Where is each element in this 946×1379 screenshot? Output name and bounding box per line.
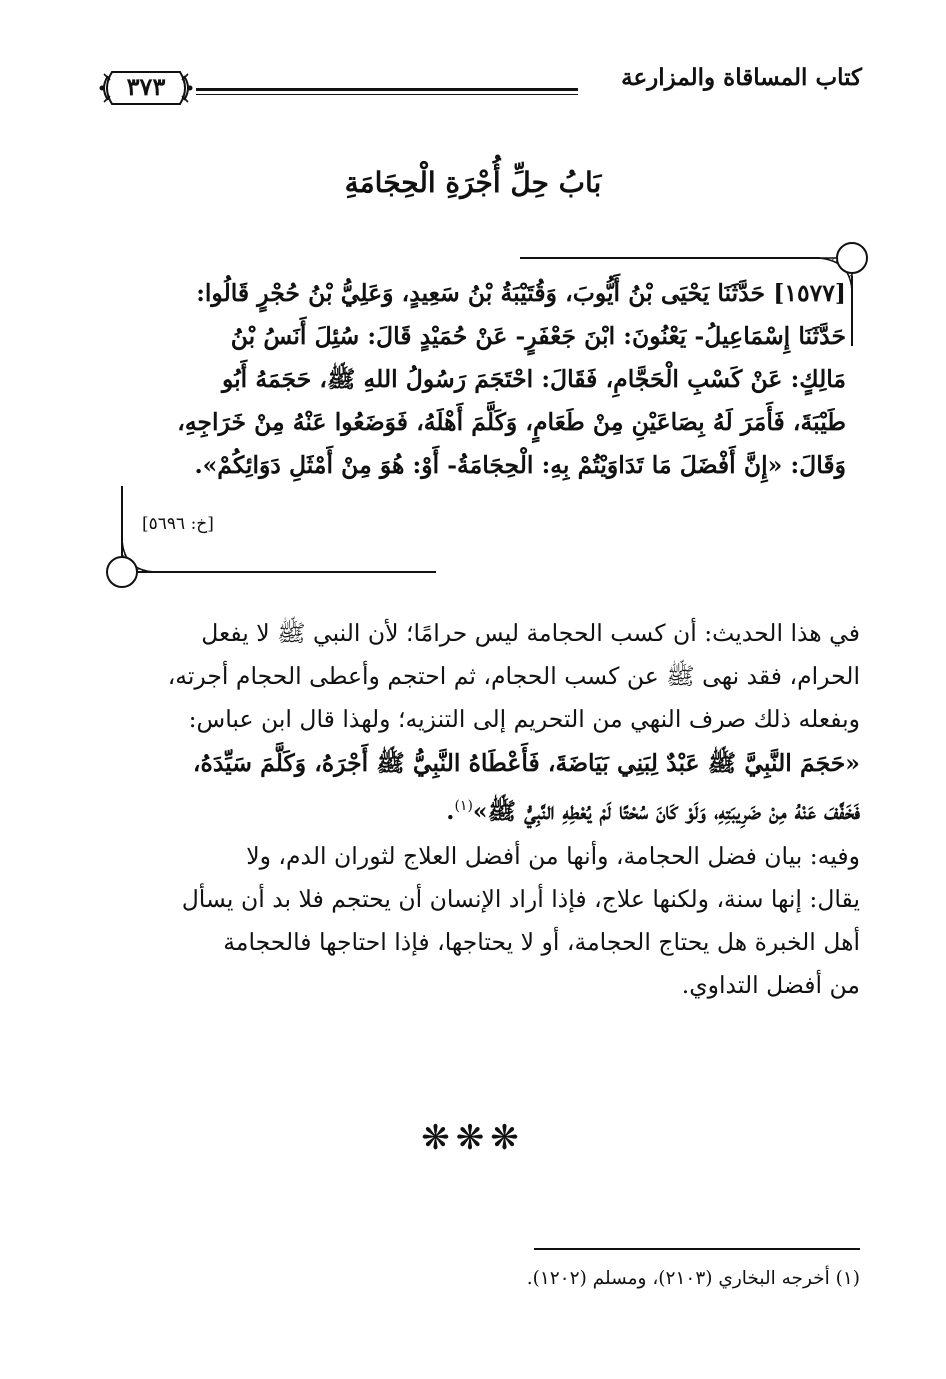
separator-stars-icon: ❋❋❋ (421, 1118, 525, 1158)
quote-text: فَخَفَّفَ عَنْهُ مِنْ ضَرِيبَتِهِ، وَلَوْ كَانَ سُحْتًا لَمْ يُعْطِهِ النَّبِيُّ ﷺ» (472, 796, 860, 825)
hadith-text (110, 272, 846, 487)
footnote: (١) أخرجه البخاري (٢١٠٣)، ومسلم (١٢٠٢). (526, 1268, 860, 1289)
hadith-line: [١٥٧٧] حَدَّثَنَا يَحْيَى بْنُ أَيُّوبَ، وَقُتَيْبَةُ بْنُ سَعِيدٍ، وَعَلِيُّ بْنُ حُجْرٍ قَالُوا: (196, 279, 846, 307)
quote-end: . (446, 796, 455, 825)
commentary-line: وبفعله ذلك صرف النهي من التحريم إلى التنزيه؛ ولهذا قال ابن عباس: (188, 705, 860, 734)
page-number: ٣٧٣ (126, 72, 166, 101)
running-header-title: كتاب المساقاة والمزارعة (621, 64, 862, 91)
hadith-reference: [خ: ٥٦٩٦] (142, 514, 214, 534)
commentary-line: وفيه: بيان فضل الحجامة، وأنها من أفضل العلاج لثوران الدم، ولا (246, 841, 860, 870)
chapter-heading: بَابُ حِلِّ أُجْرَةِ الْحِجَامَةِ (344, 166, 602, 199)
hadith-line: مَالِكٍ: عَنْ كَسْبِ الْحَجَّامِ، فَقَالَ: احْتَجَمَ رَسُولُ اللهِ ﷺ، حَجَمَهُ أَبُو (221, 365, 846, 393)
hadith-line: حَدَّثَنَا إِسْمَاعِيلُ- يَعْنُونَ: ابْنَ جَعْفَرٍ- عَنْ حُمَيْدٍ قَالَ: سُئِلَ أَنَسُ بْنُ (230, 322, 846, 350)
commentary-line: أهل الخبرة هل يحتاج الحجامة، أو لا يحتاجها، فإذا احتاجها فالحجامة (223, 928, 860, 957)
quote-line (92, 785, 860, 833)
footnote-rule (534, 1248, 860, 1250)
commentary-line: الحرام، فقد نهى ﷺ عن كسب الحجام، ثم احتجم وأعطى الحجام أجرته، (167, 662, 860, 691)
commentary (92, 612, 860, 1008)
footnote-marker: (١) (454, 797, 473, 814)
quote-line: «حَجَمَ النَّبِيَّ ﷺ عَبْدٌ لِبَنِي بَيَاضَةَ، فَأَعْطَاهُ النَّبِيُّ ﷺ أَجْرَهُ، وَكَلَّمَ سَيِّدَهُ، (192, 748, 860, 777)
commentary-line: يقال: إنها سنة، ولكنها علاج، فإذا أراد الإنسان أن يحتجم فلا بد أن يسأل (181, 885, 860, 914)
commentary-line: من أفضل التداوي. (681, 971, 860, 1000)
hadith-line: وَقَالَ: «إِنَّ أَفْضَلَ مَا تَدَاوَيْتُمْ بِهِ: الْحِجَامَةُ- أَوْ: هُوَ مِنْ أَمْثَلِ دَوَائِكُمْ». (194, 451, 846, 479)
hadith-line: طَيْبَةَ، فَأَمَرَ لَهُ بِصَاعَيْنِ مِنْ طَعَامٍ، وَكَلَّمَ أَهْلَهُ، فَوَضَعُوا عَنْهُ مِنْ خَرَاجِهِ، (177, 408, 846, 436)
commentary-line: في هذا الحديث: أن كسب الحجامة ليس حرامًا؛ لأن النبي ﷺ لا يفعل (201, 619, 860, 647)
